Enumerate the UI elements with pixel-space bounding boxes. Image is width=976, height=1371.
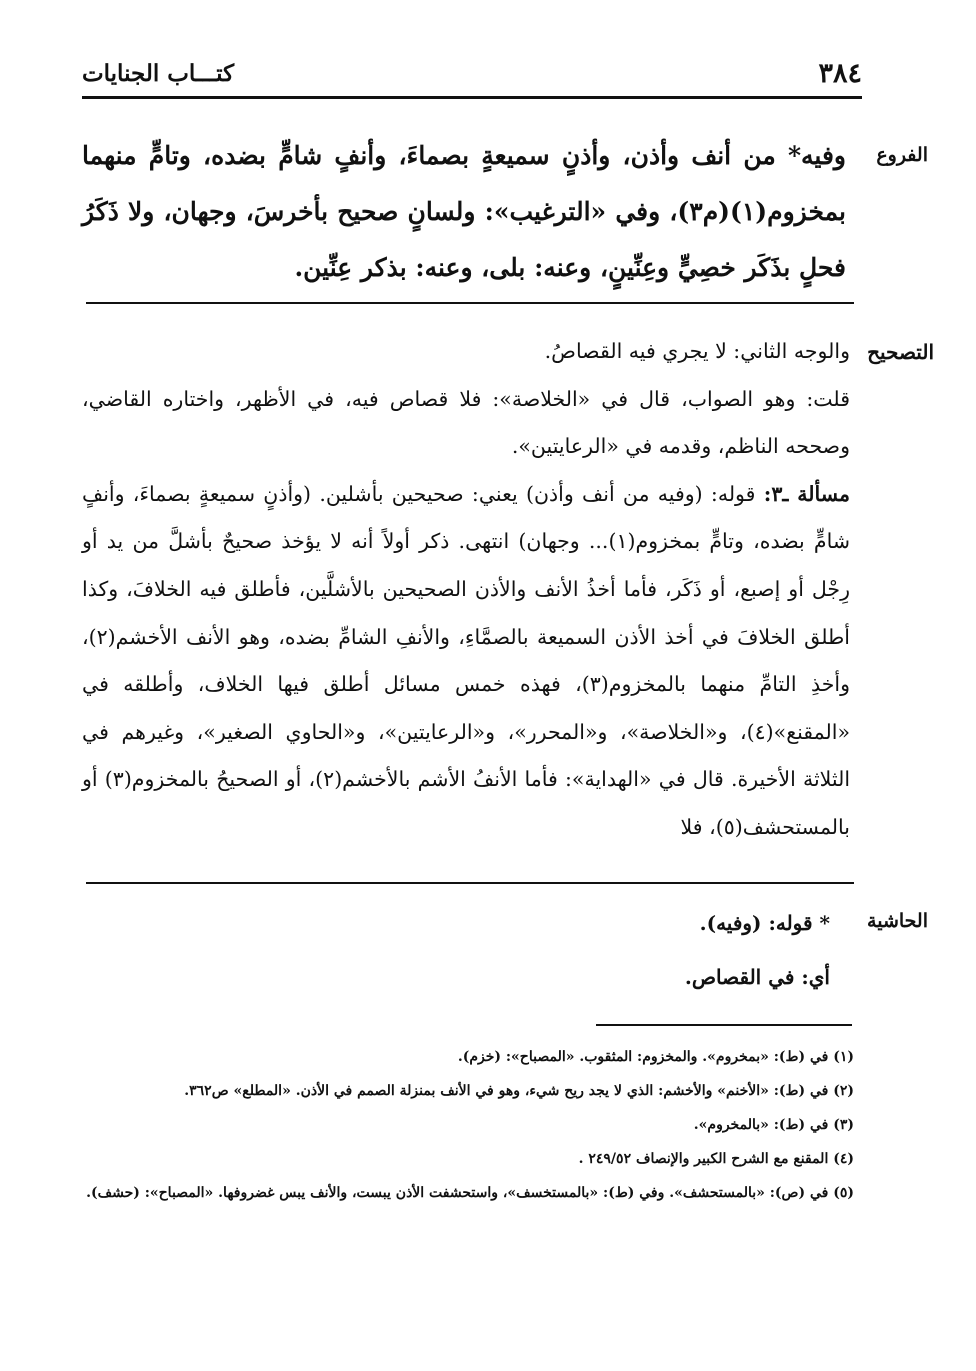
furu-text: [82, 128, 846, 296]
footnote-5: (٥) في (ص): «بالمستحشف». وفي (ط): «بالمستخسف»، واستحشفت الأذن يبست، والأنف يبس غضروفها. «المصباح»: (حشف).: [86, 1185, 854, 1201]
hashiya-line-1: * قوله: (وفيه).: [699, 911, 830, 935]
header-rule: [82, 96, 862, 99]
page-header: [82, 58, 862, 94]
masala-text: قوله: (وفيه من أنف وأذن) يعني: صحيحين بأشلين. (وأذنٍ سميعةٍ بصماءَ، وأنفٍ شامٍّ بضده، وتامٍّ بمخزوم(١)... وجهان) انتهى. ذكر أولاً أنه لا يؤخذ صحيحٌ بأشلَّ من يد أو رِجْل أو إصبع، أو ذَكَر، فأما أخذُ الأنف والأذن الصحيحين بالأشلَّين، فأطلق فيه الخلافَ، وكذا أطلق الخلافَ في أخذ الأذن السميعة بالصمَّاءِ، والأنفِ الشامِّ بضده، وهو الأنف الأخشم(٢)، وأخذِ التامِّ منهما بالمخزوم(٣)، فهذه خمس مسائل أطلق فيها الخلاف، وأطلقه في «المقنع»(٤)، و«الخلاصة»، و«المحرر»، و«الرعايتين»، و«الحاوي الصغير»، وغيرهم في الثلاثة الأخيرة. قال في «الهداية»: فأما الأنفُ الأشم بالأخشم(٢)، أو الصحيحُ بالمخزوم(٣) أو بالمستحشف(٥)، فلا: [82, 481, 851, 839]
furu-label: الفروع: [876, 144, 928, 166]
furu-paragraph: وفيه* من أنف وأذن، وأذنٍ سميعةٍ بصماءَ، وأنفٍ شامٍّ بضده، وتامٍّ منهما بمخزوم(١)(م٣)، وفي «الترغيب»: ولسانٍ صحيح بأخرسَ، وجهان، ولا ذَكَرُ فحلٍ بذَكَر خصِيٍّ وعِنِّينٍ، وعنه: بلى، وعنه: بذكر عِنِّين.: [82, 141, 846, 282]
hashiya-label: الحاشية: [867, 910, 928, 932]
tashih-label: التصحيح: [867, 340, 934, 364]
tashih-paragraph-1: والوجه الثاني: لا يجري فيه القصاصُ.: [544, 339, 850, 363]
masala-heading: مسألة ـ٣:: [763, 481, 850, 506]
footnote-2: (٢) في (ط): «الأخنم» والأخشم: الذي لا يجد ريح شيء، وهو في الأنف بمنزلة الصمم في الأذن. «المطلع» ص٣٦٢.: [184, 1083, 854, 1099]
tashih-paragraph-2: قلت: وهو الصواب، قال في «الخلاصة»: فلا قصاص فيه، في الأظهر، واختاره القاضي، وصححه الناظم، وقدمه في «الرعايتين».: [82, 386, 850, 459]
hashiya-line-2: أي: في القصاص.: [684, 965, 830, 989]
footnote-1: (١) في (ط): «بمخروم». والمخزوم: المثقوب. «المصباح»: (خزم).: [457, 1049, 854, 1065]
book-title: كتـــاب الجنايات: [82, 60, 235, 87]
footnote-4: (٤) المقنع مع الشرح الكبير والإنصاف ٢٤٩/٥٢ .: [578, 1151, 854, 1167]
footnote-3: (٣) في (ط): «بالمخروم».: [693, 1117, 854, 1133]
section-divider-2: [86, 882, 854, 884]
page-number: ٣٨٤: [818, 58, 862, 89]
tashih-text: [82, 328, 850, 852]
section-divider-1: [86, 302, 854, 304]
footnote-rule: [596, 1024, 852, 1026]
footnotes: [82, 1040, 854, 1210]
hashiya-text: [82, 906, 830, 994]
tashih-paragraph-3: [82, 471, 850, 852]
